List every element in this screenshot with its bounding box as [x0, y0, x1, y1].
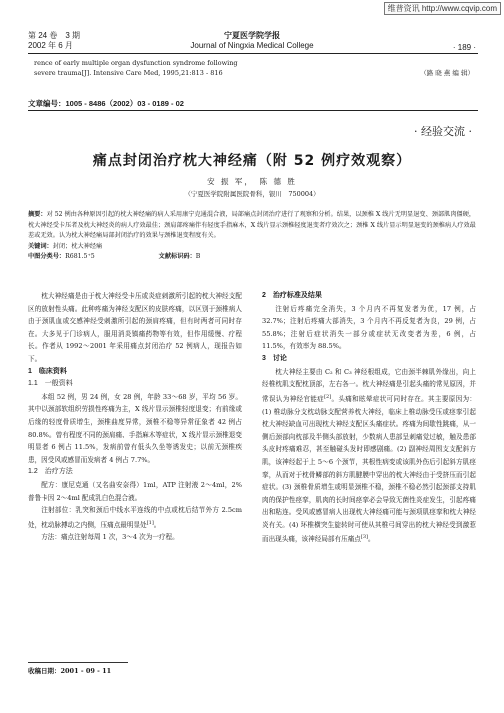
- page-number: · 189 ·: [452, 43, 476, 52]
- injection-site-text: 注射部位：乳突和颈后中线水平连线的中点或枕后结节外方 2.5cm 处，枕动脉搏动之内侧，压痛点最明显处: [28, 506, 242, 529]
- clc-value: R681.5⁺5: [65, 253, 95, 260]
- editor-note: （路 晓 燕 编 辑）: [420, 69, 474, 77]
- keywords-text: 封闭；枕大神经痛: [52, 242, 103, 250]
- right-column: [262, 290, 476, 546]
- section-heading-1: 1 临床资料: [28, 367, 67, 375]
- abstract-text: 对 52 例由各种原因引起的枕大神经痛的病人采用康宁克通混合液，局部痛点封闭治疗进行了观察和分析。结果，以颈椎 X 线片无明显退变、颈部肌肉僵硬，枕大神经受卡压者及枕大神经炎的病人疗效最佳；颈肩部疼痛伴有轻度手指麻木，X 线片显示颈椎轻度退变者疗效次之；颈椎 X 线片显示明显退变的颈椎病人疗效最差或无效。认为枕大神经痛局部封闭治疗的效果与颈椎退变程度有关。: [28, 211, 476, 239]
- publication-date: 2002 年 6 月: [28, 41, 73, 50]
- discussion-text-b: 。头痛和眩晕症状可同时存在。其主要原因为：(1) 椎动脉分支枕动脉支配营养枕大神经，临床上椎动脉受压或痉挛引起枕大神经缺血可出现枕大神经支配区头痛症状。疼痛为间歇性跳痛，从一侧后颈部向枕部及半侧头部放射，少数病人患部呈刺痛觉过敏，触及患部头皮时疼痛难忍，甚至触碰头发时即感剧痛。(2) 副神经周围支支配斜方肌，该神经起于上 5～6 个颈节，其根性病变或该肌外伤后引起斜方肌痉挛，从而对于枕骨鳞部的斜方肌腱膜中穿出的枕大神经由于受挤压而引起症状。(3) 颈椎骨质增生或明显颈椎不稳，颈椎不稳必然引起颈部支持肌肉的保护性痉挛，肌肉的长时间痉挛必会导致无菌性炎症发生，引起疼痛出和粘连。受风或感冒病人出现枕大神经痛可能与颈项肌痉挛和枕大神经炎有关。(4) 环椎横突生旋转时可使从其椎弓间穿出的枕大神经受到激惹而出现头痛，该神经局部有压痛点: [262, 394, 477, 544]
- doc-code-value: B: [195, 253, 201, 260]
- injection-site-end: 。: [153, 520, 161, 529]
- reference-line: severe trauma[J]. Intensive Care Med, 1995,21:813 - 816: [34, 69, 223, 77]
- section-heading-3: 3 讨论: [262, 354, 287, 362]
- general-data-paragraph: 本组 52 例，男 24 例，女 28 例，年龄 33～68 岁，平均 56 岁。其中以颈部软组织劳损性疼痛为主，X 线片显示颈椎轻度退变；有前缘或后缘的轻度骨质增生，颈椎曲度异常，颈椎不稳等异常征象者 42 例占 80.8%。曾有程度不同的颈肩痛、手指麻木等症状，X 线片显示颈椎退变明显者 6 例占 11.5%，发病前曾有低头久坐等诱发史；以前无颈椎疾患，因受风或感冒而发病者 4 例占 7.7%。: [28, 392, 242, 464]
- discussion-text-end: 。: [368, 535, 375, 544]
- source-watermark: 维普资讯 http://www.cqvip.com: [384, 2, 501, 15]
- citation-3: [3]: [360, 534, 368, 541]
- discussion-text-a: 枕大神经主要由 C₂ 和 C₃ 神经根组成，它由颈半棘肌外缘出，向上经椎枕肌支配枕顶部，左右各一。枕大神经痛是引起头痛的常见原因，并常误认为神经官能症: [262, 367, 476, 403]
- journal-name-en: Journal of Ningxia Medical College: [190, 41, 314, 50]
- section-heading: · 经验交流 ·: [414, 125, 472, 138]
- header-center: [0, 31, 504, 51]
- method-paragraph: 方法：痛点注射每周 1 次，3～4 次为一疗程。: [41, 533, 179, 542]
- abstract-label: 摘要：: [28, 211, 47, 218]
- abstract-block: [28, 210, 480, 263]
- volume-issue: 第 24 卷 3 期: [28, 31, 81, 40]
- subsection-heading-1-2: 1.2 治疗方法: [28, 468, 73, 476]
- classification: [28, 252, 480, 263]
- header-rule: [28, 53, 478, 54]
- section-heading-2: 2 治疗标准及结果: [262, 292, 322, 299]
- left-column: [28, 290, 242, 544]
- citation-1: [1]: [146, 519, 154, 526]
- citation-2: [2]: [324, 393, 332, 400]
- journal-name-cn: 宁夏医学院学报: [224, 31, 280, 40]
- doc-code-label: 文献标识码：: [158, 253, 196, 260]
- injection-site-paragraph: [28, 504, 242, 531]
- abstract: [28, 210, 480, 242]
- article-number: 文章编号：1005 - 8486（2002）03 - 0189 - 02: [28, 99, 184, 108]
- footnote-rule: [28, 662, 128, 663]
- intro-paragraph: 枕大神经痛是由于枕大神经受卡压或炎症刺激所引起的枕大神经支配区的放射性头痛。此种疼痛为神经支配区的皮肤疼痛，以区别于颈椎病人由于颈肌血或交感神经受刺激所引起的颈肩疼痛，但有时两者可同时存在。大多见于门诊病人，服用消炎镇痛药物等有效，但作用缓慢、疗程长。作者从 1992～2001 年采用痛点封闭治疗 52 例病人，现报告如下。: [28, 292, 242, 363]
- authors: 安 振 军， 陈 德 胜: [207, 177, 297, 186]
- subsection-heading-1-1: 1.1 一般资料: [28, 380, 73, 388]
- reference-tail: [34, 58, 238, 78]
- reference-line: rence of early multiple organ dysfunction syndrome following: [34, 59, 238, 67]
- results-paragraph: 注射后疼痛完全消失，3 个月内不再复发者为优，17 例，占 32.7%；注射后疼痛大部消失，3 个月内不再反复者为良，29 例，占 55.8%；注射后症状消失一部分或症状无改变者为差，6 例，占 11.5%，有效率为 88.5%。: [262, 304, 476, 351]
- affiliation: （宁夏医学院附属医院骨科，银川 750004）: [184, 190, 320, 198]
- discussion-paragraph: [262, 366, 476, 547]
- keywords: [28, 242, 480, 253]
- keywords-label: 关键词：: [28, 242, 53, 250]
- formula-paragraph: 配方：康尼克通（又名曲安奈得）1ml，ATP 注射液 2～4ml，2% 普鲁卡因 2～4ml 配成乳白色混合液。: [28, 480, 242, 502]
- clc-label: 中图分类号：: [28, 253, 66, 260]
- received-date: 收稿日期：2001 - 09 - 11: [28, 667, 112, 675]
- divider-rule: [28, 110, 478, 111]
- article-title: 痛点封闭治疗枕大神经痛（附 52 例疗效观察）: [92, 153, 412, 169]
